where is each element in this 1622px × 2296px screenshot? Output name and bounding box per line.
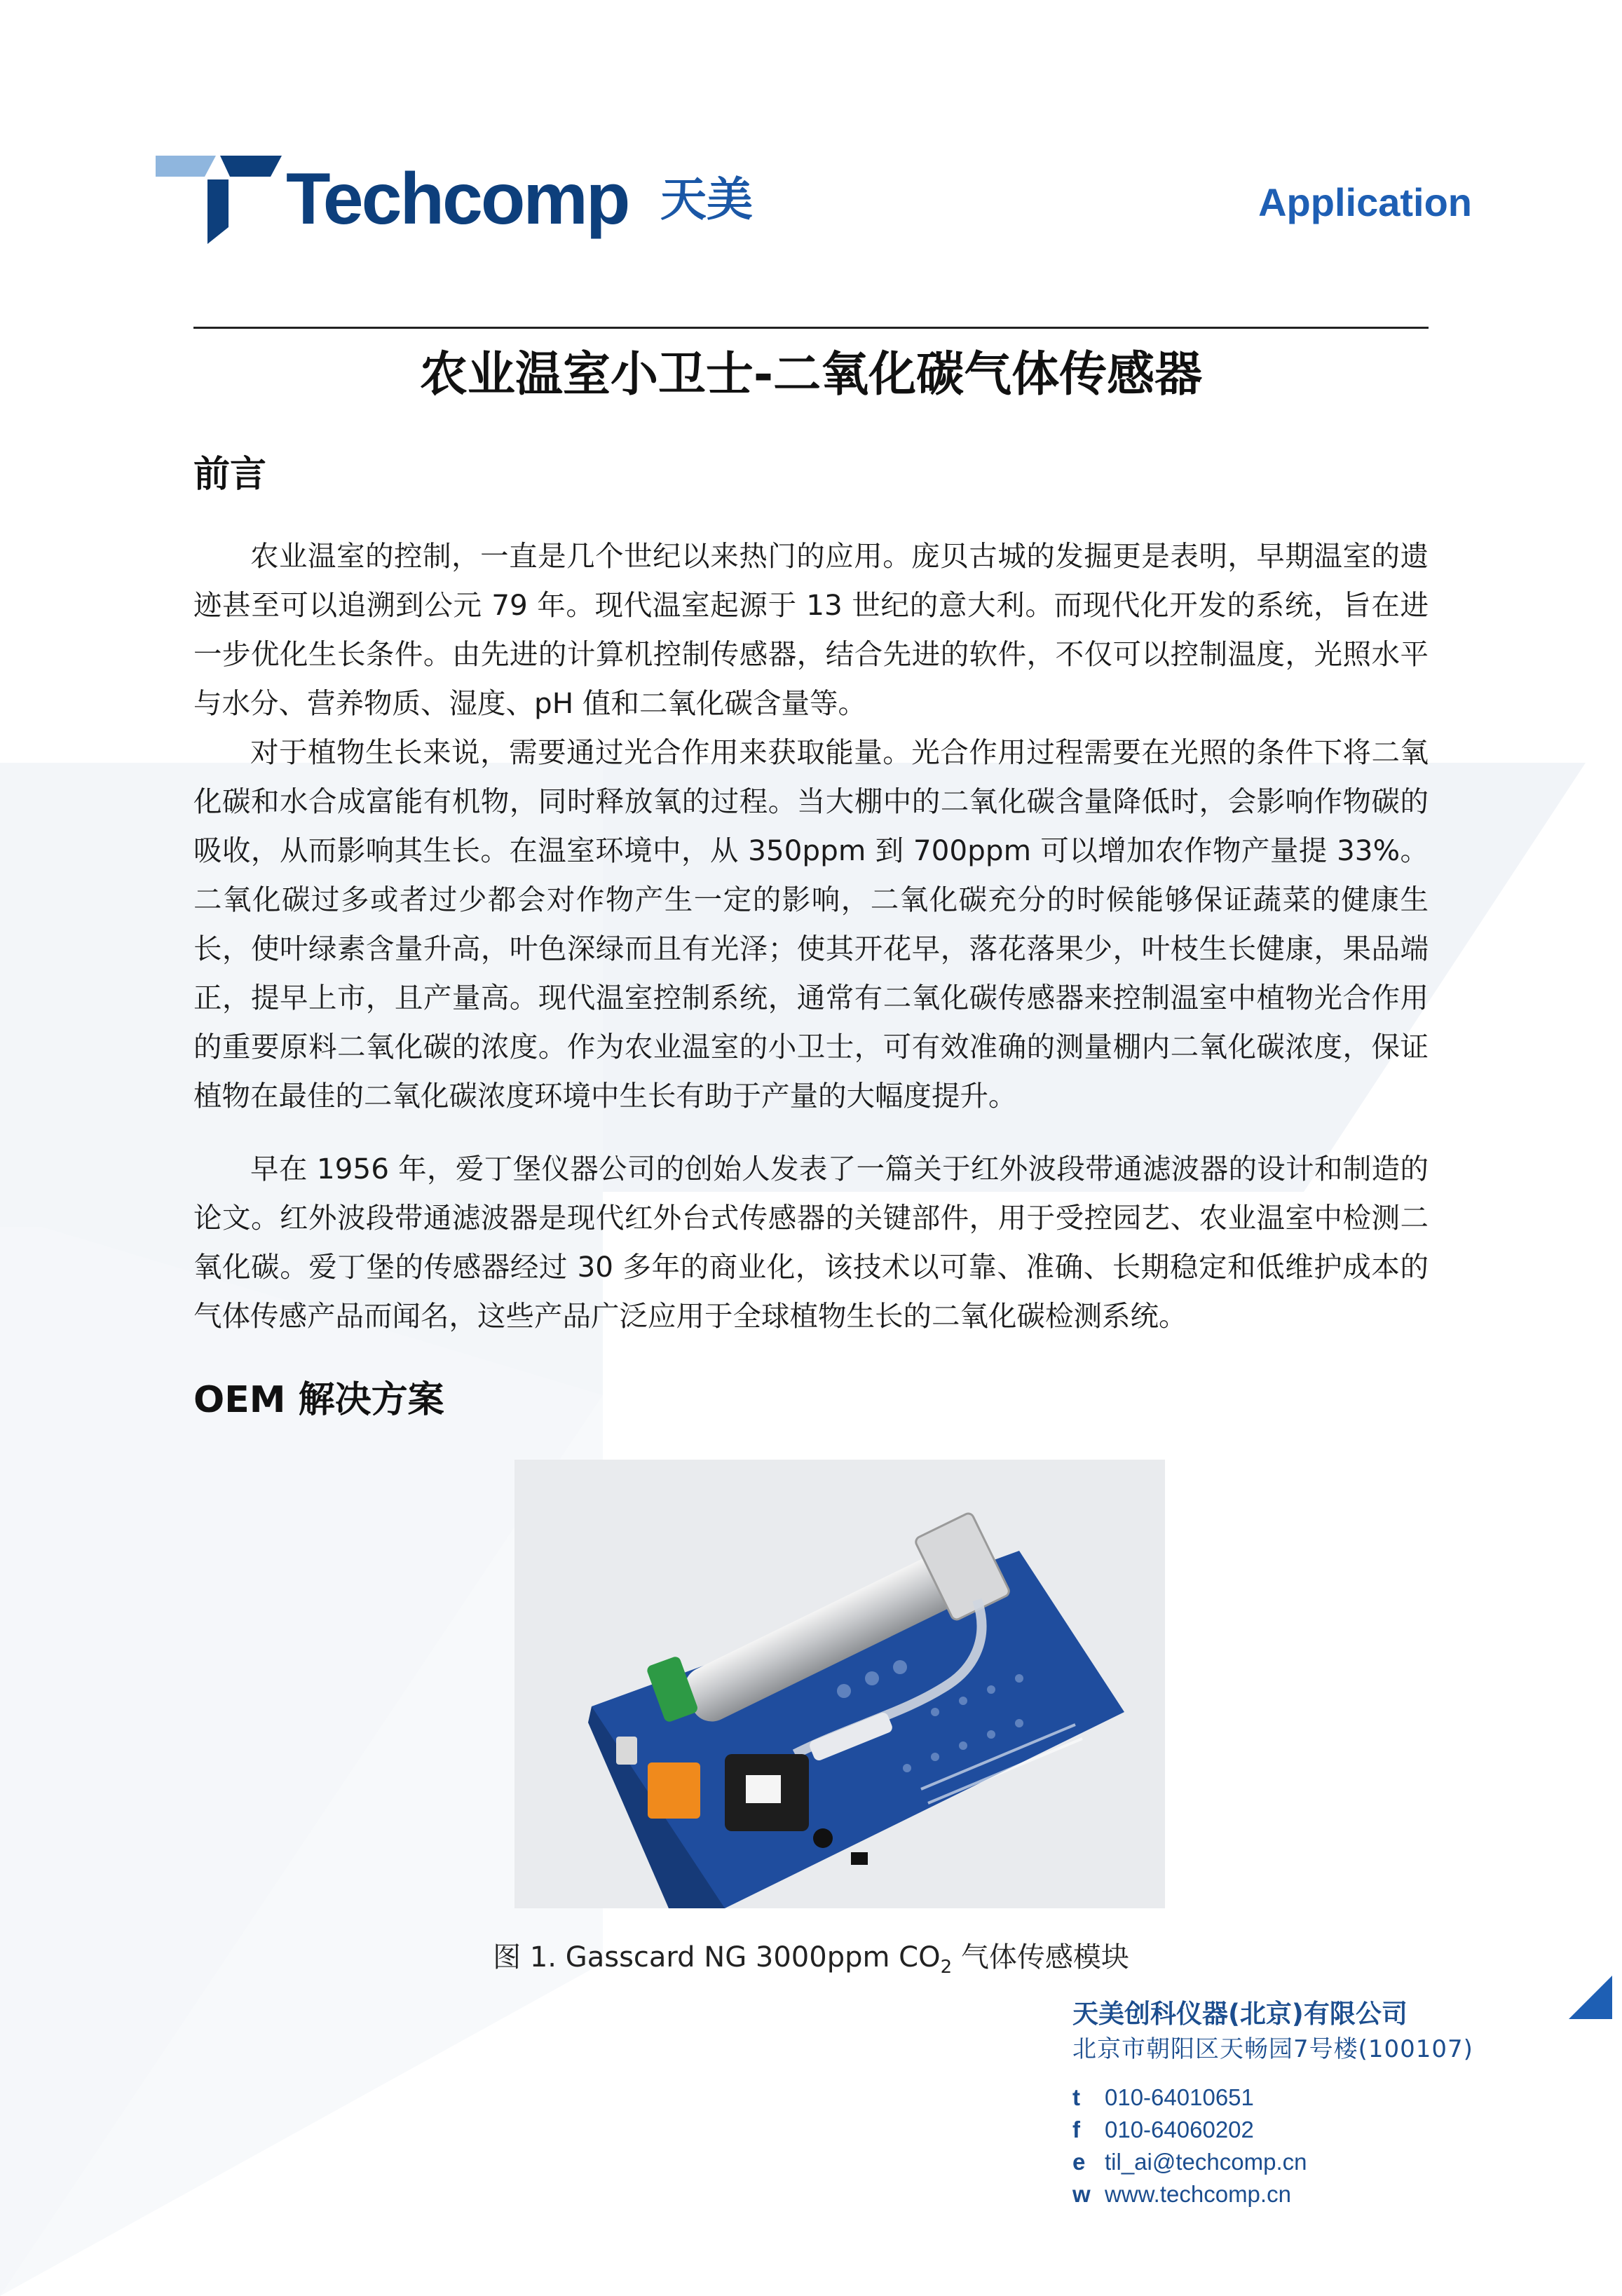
caption-prefix: 图 1. Gasscard NG 3000ppm CO <box>493 1941 941 1974</box>
footer-address: 北京市朝阳区天畅园7号楼(100107) <box>1072 2035 1473 2063</box>
circuit-board-image <box>514 1460 1165 1908</box>
paragraph-1: 农业温室的控制，一直是几个世纪以来热门的应用。庞贝古城的发掘更是表明，早期温室的遗迹甚至可以追溯到公元 79 年。现代温室起源于 13 世纪的意大利。而现代化开发的系统，旨在进一步优化生长条件。由先进的计算机控制传感器，结合先进的软件，不仅可以控制温度，光照水平与水分、营养物质、湿度、pH 值和二氧化碳含量等。 <box>193 539 1429 720</box>
contact-phone <box>1072 2082 1254 2113</box>
caption-suffix: 气体传感模块 <box>952 1941 1129 1974</box>
contact-value: 010-64010651 <box>1105 2084 1254 2110</box>
logo-chinese-name: 天美 <box>660 172 753 226</box>
paragraph-2: 对于植物生长来说，需要通过光合作用来获取能量。光合作用过程需要在光照的条件下将二氧化碳和水合成富能有机物，同时释放氧的过程。当大棚中的二氧化碳含量降低时，会影响作物碳的吸收，从而影响其生长。在温室环境中，从 350ppm 到 700ppm 可以增加农作物产量提 33%。二氧化碳过多或者过少都会对作物产生一定的影响，二氧化碳充分的时候能够保证蔬菜的健康生长，使叶绿素含量升高，叶色深绿而且有光泽；使其开花早，落花落果少，叶枝生长健康，果品端正，提早上市，且产量高。现代温室控制系统，通常有二氧化碳传感器来控制温室中植物光合作用的重要原料二氧化碳的浓度。作为农业温室的小卫士，可有效准确的测量棚内二氧化碳浓度，保证植物在最佳的二氧化碳浓度环境中生长有助于产量的大幅度提升。 <box>193 735 1429 1113</box>
oem-heading: OEM 解决方案 <box>193 1379 444 1421</box>
contact-fax <box>1072 2114 1254 2145</box>
techcomp-logo <box>156 153 772 244</box>
contact-key: w <box>1072 2181 1091 2207</box>
paragraph-3: 早在 1956 年，爱丁堡仪器公司的创始人发表了一篇关于红外波段带通滤波器的设计和制造的论文。红外波段带通滤波器是现代红外台式传感器的关键部件，用于受控园艺、农业温室中检测二氧化碳。爱丁堡的传感器经过 30 多年的商业化，该技术以可靠、准确、长期稳定和低维护成本的气体传感产品而闻名，这些产品广泛应用于全球植物生长的二氧化碳检测系统。 <box>193 1152 1429 1333</box>
corner-triangle-icon <box>1569 1976 1612 2019</box>
footer-company-name: 天美创科仪器(北京)有限公司 <box>1072 1999 1408 2029</box>
title-rule <box>193 327 1429 329</box>
contact-website <box>1072 2179 1291 2210</box>
application-label: Application <box>1258 180 1472 224</box>
caption-subscript: 2 <box>940 1957 953 1978</box>
contact-value[interactable]: til_ai@techcomp.cn <box>1105 2149 1307 2175</box>
contact-key: f <box>1072 2117 1080 2142</box>
contact-key: e <box>1072 2149 1086 2175</box>
contact-value[interactable]: www.techcomp.cn <box>1105 2181 1291 2207</box>
logo-mark-icon <box>156 153 282 244</box>
contact-email <box>1072 2147 1307 2178</box>
page-title: 农业温室小卫士-二氧化碳气体传感器 <box>419 347 1203 402</box>
logo-wordmark: Techcomp <box>286 158 629 240</box>
intro-heading: 前言 <box>193 454 267 496</box>
contact-key: t <box>1072 2084 1080 2110</box>
figure-caption <box>193 1936 1429 1988</box>
contact-value: 010-64060202 <box>1105 2117 1254 2142</box>
sensor-module-photo <box>514 1460 1165 1908</box>
